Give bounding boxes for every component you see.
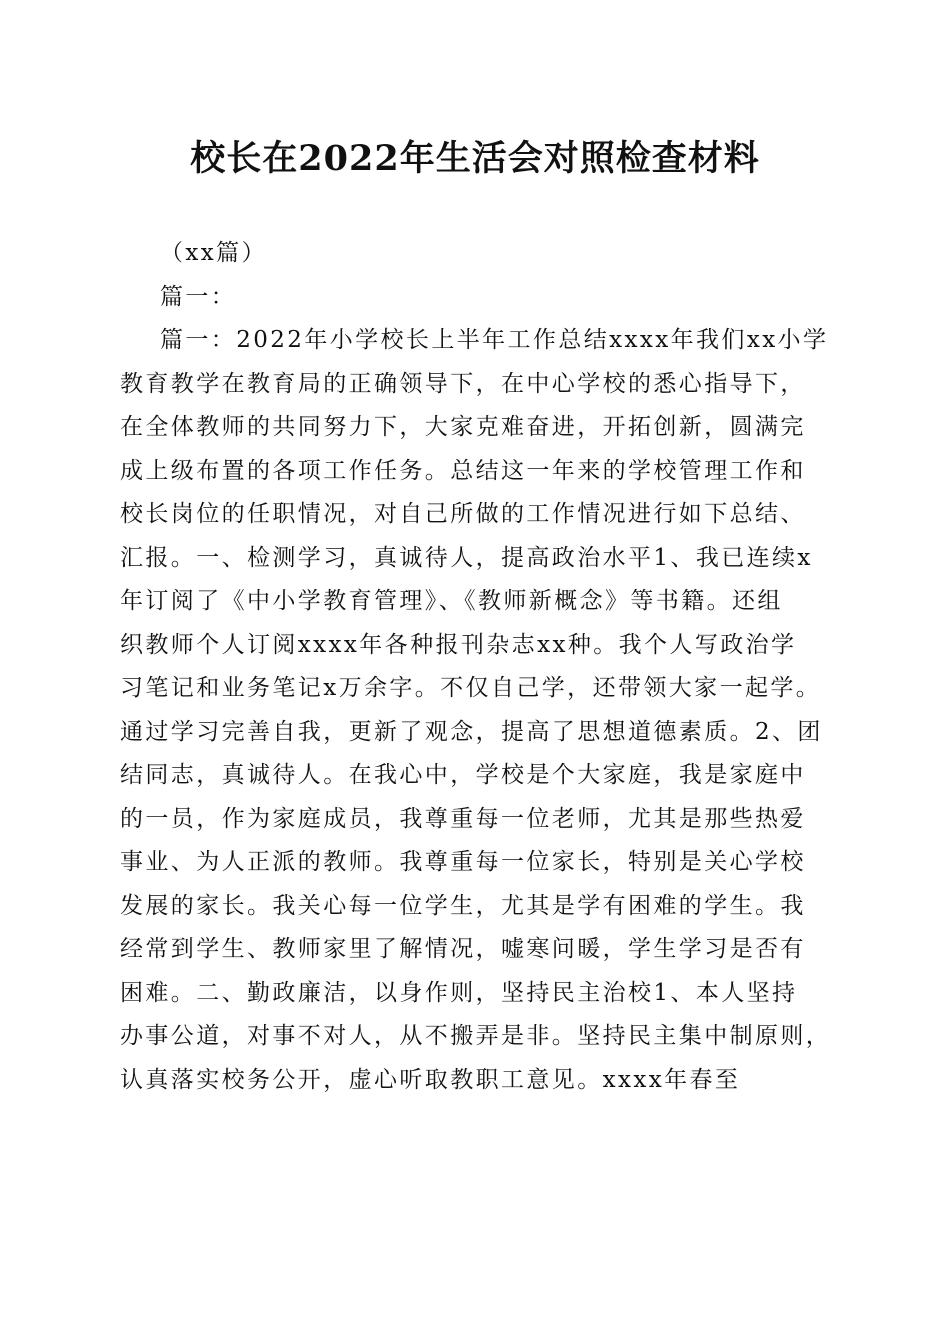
body-line: 通过学习完善自我，更新了观念，提高了思想道德素质。2、团	[120, 718, 823, 745]
body-line: 习笔记和业务笔记x万余字。不仅自己学，还带领大家一起学。	[120, 675, 822, 701]
body-line-section-label: 篇一：	[160, 283, 237, 310]
body-line: 教育教学在教育局的正确领导下，在中心学校的悉心指导下，	[120, 370, 806, 397]
body-line: 办事公道，对事不对人，从不搬弄是非。坚持民主集中制原则，	[120, 1023, 832, 1049]
document-body	[120, 232, 850, 1102]
body-line: 结同志，真诚待人。在我心中，学校是个大家庭，我是家庭中	[120, 762, 806, 788]
body-line: 校长岗位的任职情况，对自己所做的工作情况进行如下总结、	[120, 501, 806, 527]
body-line: 在全体教师的共同努力下，大家克难奋进，开拓创新，圆满完	[120, 414, 806, 440]
document-title: 校长在2022年生活会对照检查材料	[190, 138, 760, 179]
body-line: 认真落实校务公开，虚心听取教职工意见。xxxx年春至	[120, 1066, 741, 1093]
body-line: 事业、为人正派的教师。我尊重每一位家长，特别是关心学校	[120, 849, 806, 875]
body-line: 的一员，作为家庭成员，我尊重每一位老师，尤其是那些热爱	[120, 805, 806, 832]
body-line: 篇一：2022年小学校长上半年工作总结xxxx年我们xx小学	[160, 327, 829, 353]
body-line-subtitle: （xx篇）	[160, 240, 267, 266]
body-line: 经常到学生、教师家里了解情况，嘘寒问暖，学生学习是否有	[120, 936, 806, 962]
body-line: 发展的家长。我关心每一位学生，尤其是学有困难的学生。我	[120, 892, 806, 919]
body-line: 年订阅了《中小学教育管理》、《教师新概念》等书籍。还组	[120, 588, 783, 614]
body-line: 汇报。一、检测学习，真诚待人，提高政治水平1、我已连续x	[120, 544, 813, 571]
body-line: 困难。二、勤政廉洁，以身作则，坚持民主治校1、本人坚持	[120, 979, 798, 1006]
body-line: 成上级布置的各项工作任务。总结这一年来的学校管理工作和	[120, 457, 806, 484]
body-line: 织教师个人订阅xxxx年各种报刊杂志xx种。我个人写政治学	[120, 631, 797, 658]
